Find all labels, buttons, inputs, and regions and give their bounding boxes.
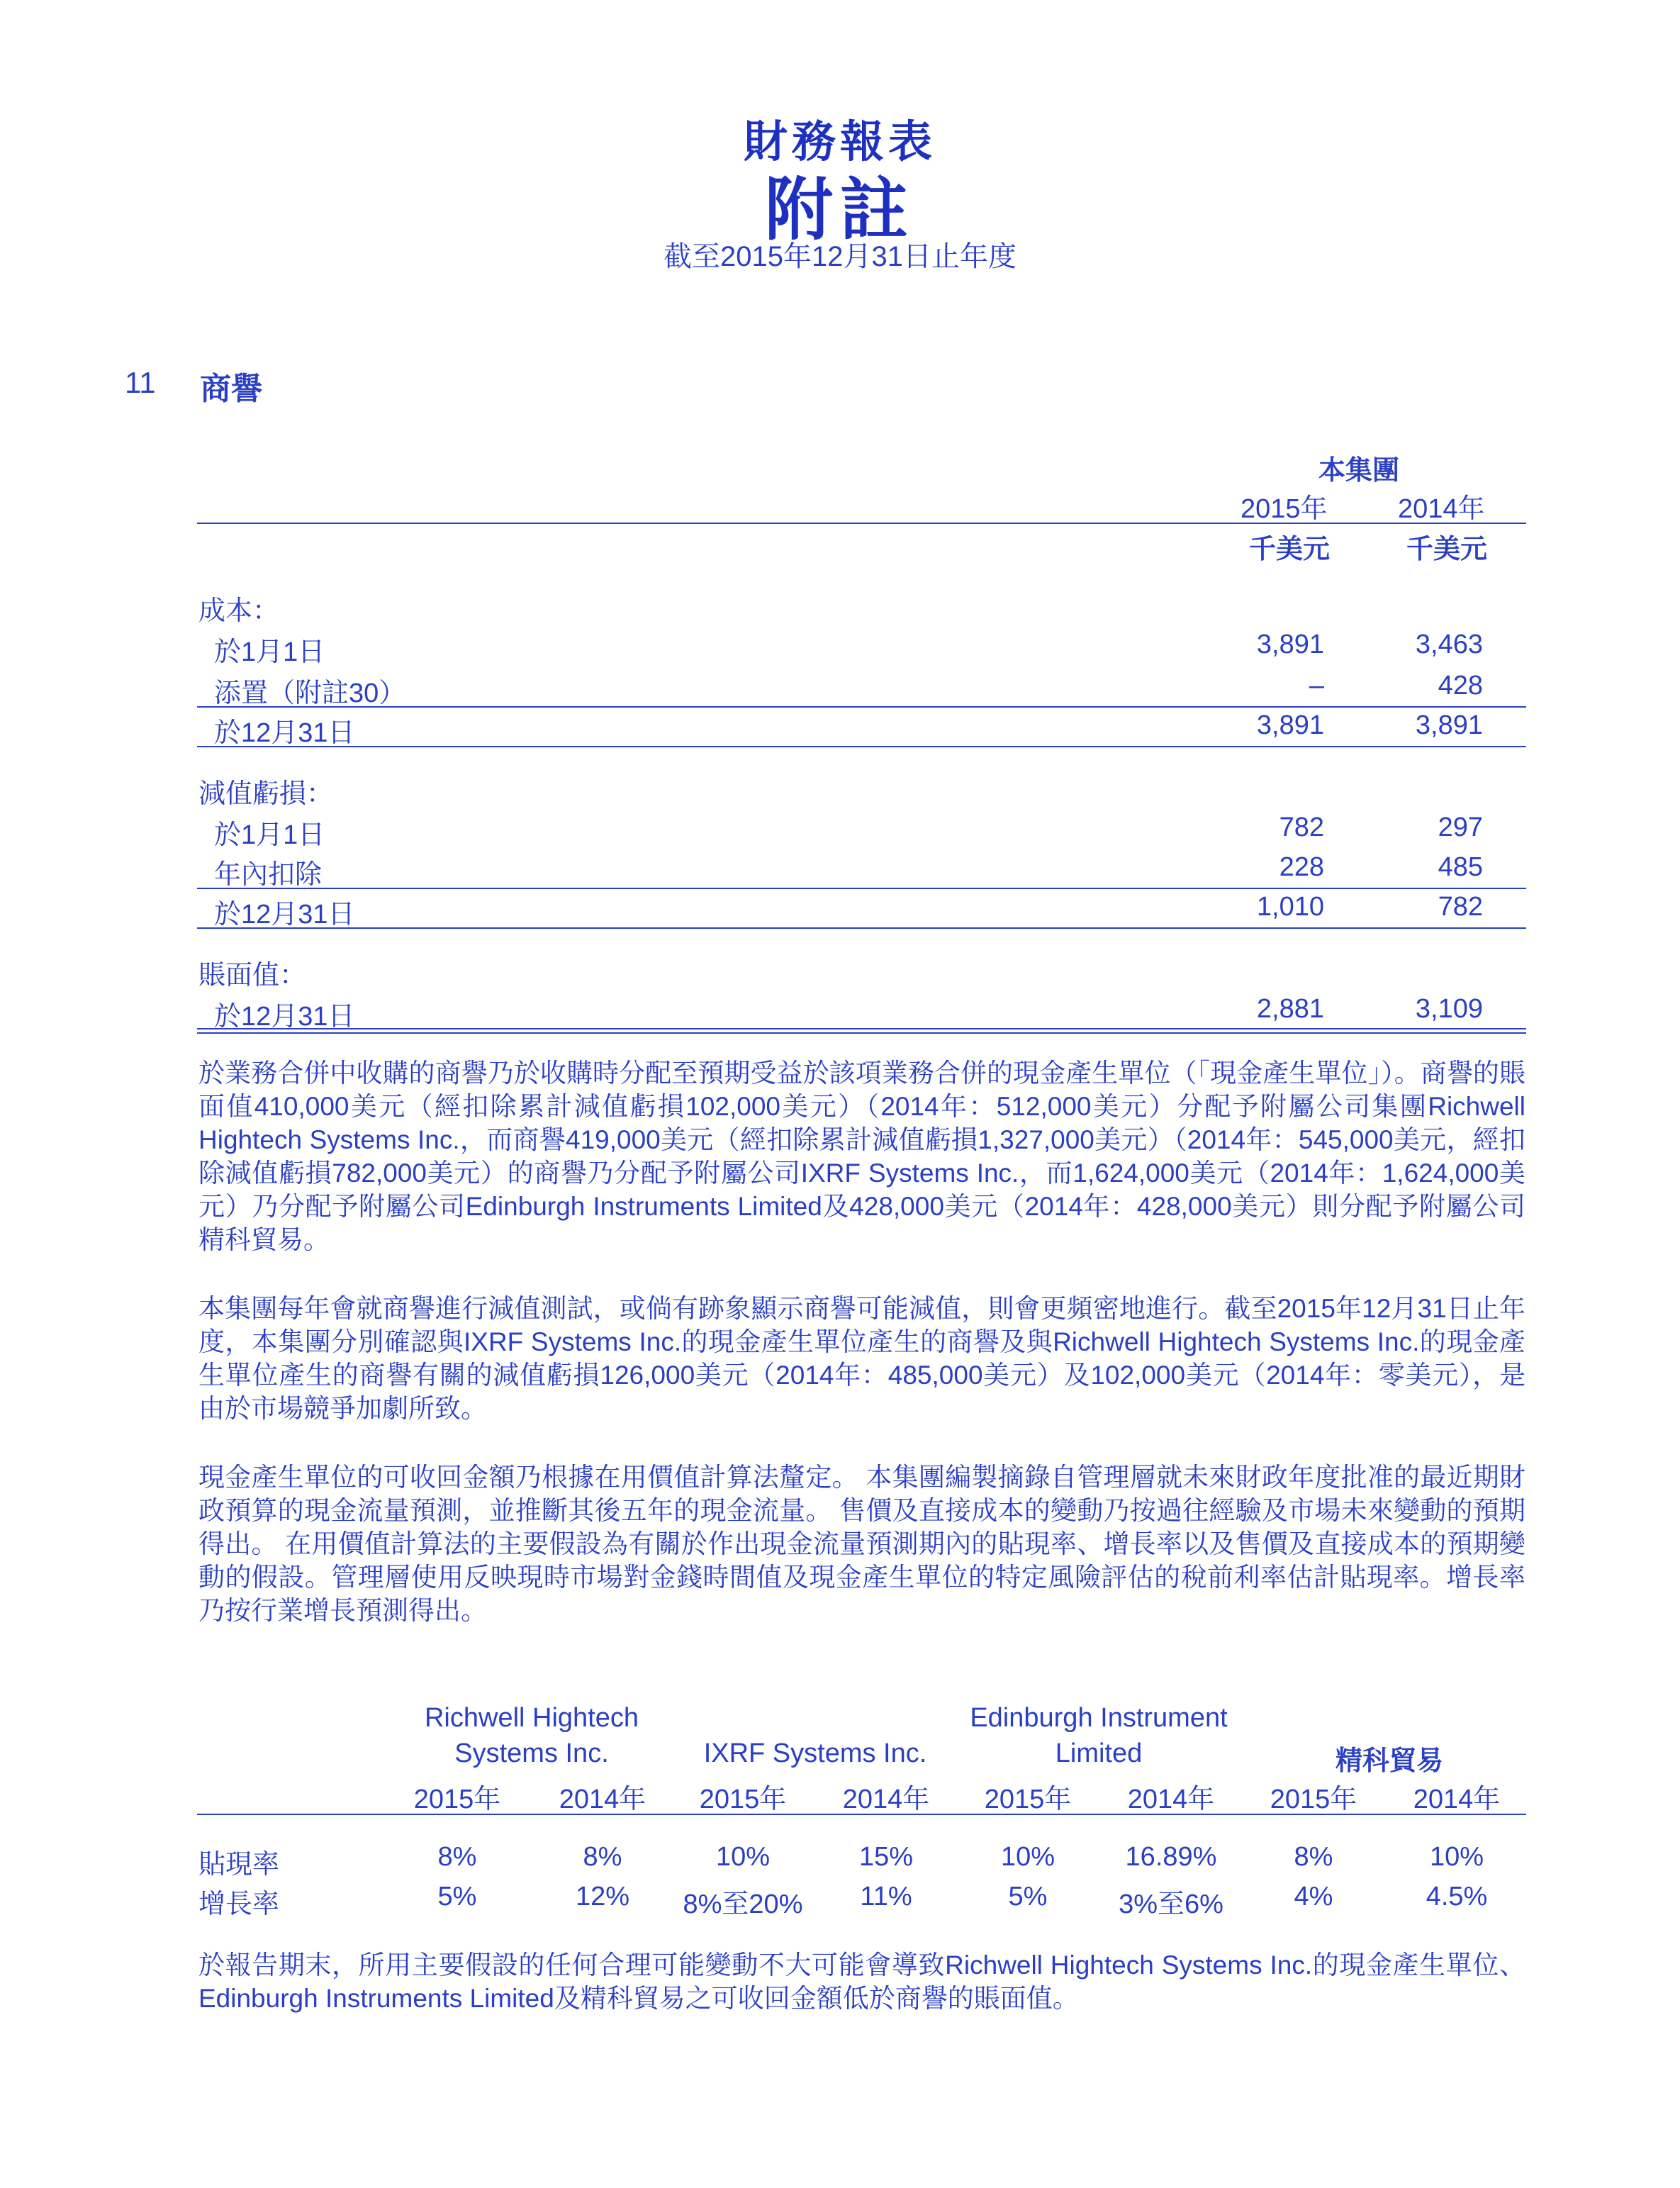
impairment-row-label: 於12月31日 — [214, 900, 355, 930]
assumption-value: 12% — [575, 1882, 630, 1911]
subtotal-rule — [197, 888, 1526, 889]
year-header: 2015年 — [1270, 1785, 1357, 1814]
impairment-row-label: 於1月1日 — [214, 820, 325, 850]
paragraph-impairment-test: 本集團每年會就商譽進行減值測試，或倘有跡象顯示商譽可能減值，則會更頻密地進行。截至2015年12月31日止年度，本集團分別確認與IXRF Systems Inc.的現金產生單位產生的商譽及與Richwell Hightech Systems Inc.的現金產生單位產生的商譽有關的減值虧損126,000美元（2014年：485,000美元）及102,000美元（2014年：零美元），是由於市場競爭加劇所致。 — [198, 1294, 1525, 1423]
assumption-label: 增長率 — [198, 1890, 280, 1919]
year-header: 2015年 — [413, 1785, 501, 1814]
assumption-value: 10% — [1000, 1842, 1055, 1872]
total-rule — [197, 746, 1526, 747]
year-2015-header: 2015年 — [1241, 494, 1328, 524]
assumption-value: 8% — [437, 1842, 477, 1872]
report-period: 截至2015年12月31日止年度 — [663, 241, 1017, 272]
assumption-value: 15% — [858, 1842, 914, 1872]
cgu-name-line1: Edinburgh Instrument — [970, 1703, 1228, 1733]
cost-row-2014: 428 — [1438, 671, 1483, 701]
paragraph-allocation: 於業務合併中收購的商譽乃於收購時分配至預期受益於該項業務合併的現金產生單位（「現金產生單位」）。商譽的賬面值410,000美元（經扣除累計減值虧損102,000美元）（2014年：512,000美元）分配予附屬公司集團Richwell Hightech Systems Inc.，而商譽419,000美元（經扣除累計減值虧損1,327,000美元）（2014年：545,000美元，經扣除減值虧損782,000美元）的商譽乃分配予附屬公司IXRF Systems Inc.，而1,624,000美元（2014年：1,624,000美元）乃分配予附屬公司Edinburgh Instruments Limited及428,000美元（2014年：428,000美元）則分配予附屬公司精科貿易。 — [198, 1059, 1525, 1254]
year-header: 2014年 — [1127, 1785, 1215, 1814]
cost-row-2014: 3,463 — [1415, 630, 1483, 659]
assumption-value: 5% — [437, 1882, 477, 1911]
header-rule — [197, 523, 1526, 524]
year-header: 2014年 — [1413, 1785, 1501, 1814]
year-header: 2015年 — [699, 1785, 787, 1814]
carrying-heading: 賬面值： — [198, 961, 307, 990]
cgu-name-line2: 精科貿易 — [1335, 1746, 1443, 1776]
cgu-name-line2: Systems Inc. — [454, 1738, 609, 1768]
impairment-row-label: 年內扣除 — [214, 860, 323, 890]
report-title: 財務報表 — [743, 118, 936, 167]
impairment-row-2015: 1,010 — [1256, 892, 1324, 922]
year-header: 2014年 — [842, 1785, 930, 1814]
cost-row-label: 添置（附註30） — [214, 679, 406, 708]
cost-row-2015: 3,891 — [1256, 630, 1324, 659]
report-subtitle: 附註 — [765, 172, 915, 248]
unit-2014-header: 千美元 — [1406, 535, 1488, 564]
cost-row-label: 於12月31日 — [214, 718, 355, 748]
impairment-row-2014: 782 — [1438, 892, 1483, 922]
assumption-value: 8%至20% — [683, 1890, 803, 1919]
cost-row-label: 於1月1日 — [214, 637, 325, 667]
impairment-row-2015: 782 — [1279, 813, 1324, 842]
cgu-name-line2: Limited — [1055, 1738, 1143, 1768]
assumption-value: 11% — [860, 1882, 912, 1911]
cost-row-2014: 3,891 — [1415, 710, 1483, 740]
impairment-row-2014: 485 — [1438, 852, 1483, 882]
cost-row-2015: – — [1309, 671, 1324, 701]
year-header: 2015年 — [984, 1785, 1072, 1814]
subtotal-rule — [197, 706, 1526, 708]
impairment-row-2015: 228 — [1279, 852, 1324, 882]
assumption-value: 16.89% — [1125, 1842, 1217, 1872]
assumption-value: 8% — [1294, 1842, 1333, 1872]
assumption-value: 8% — [583, 1842, 622, 1872]
cost-heading: 成本： — [198, 596, 280, 626]
impairment-heading: 減值虧損： — [198, 779, 334, 809]
paragraph-sensitivity: 於報告期末，所用主要假設的任何合理可能變動不大可能會導致Richwell Hightech Systems Inc.的現金產生單位、Edinburgh Instruments Limited及精科貿易之可收回金額低於商譽的賬面值。 — [198, 1950, 1525, 2013]
carrying-row-2014: 3,109 — [1415, 994, 1483, 1024]
cgu-name-line2: IXRF Systems Inc. — [703, 1738, 927, 1768]
assumption-value: 3%至6% — [1119, 1890, 1223, 1919]
cost-row-2015: 3,891 — [1256, 710, 1324, 740]
section-title: 商譽 — [200, 372, 262, 406]
double-rule-top — [197, 1028, 1526, 1029]
carrying-row-label: 於12月31日 — [214, 1002, 355, 1032]
year-2014-header: 2014年 — [1398, 494, 1485, 524]
assumption-value: 4% — [1294, 1882, 1333, 1911]
assumption-value: 10% — [1429, 1842, 1484, 1872]
unit-2015-header: 千美元 — [1249, 535, 1331, 564]
paragraph-recoverable-amount: 現金產生單位的可收回金額乃根據在用價值計算法釐定。 本集團編製摘錄自管理層就未來財政年度批准的最近期財政預算的現金流量預測，並推斷其後五年的現金流量。 售價及直接成本的變動乃按過往經驗及市場未來變動的預期得出。 在用價值計算法的主要假設為有關於作出現金流量預測期內的貼現率、增長率以及售價及直接成本的預期變動的假設。管理層使用反映現時市場對金錢時間值及現金產生單位的特定風險評估的稅前利率估計貼現率。增長率乃按行業增長預測得出。 — [198, 1463, 1525, 1625]
assumption-value: 5% — [1008, 1882, 1048, 1911]
assumptions-header-rule — [197, 1814, 1526, 1815]
double-rule-bottom — [197, 1032, 1526, 1034]
assumption-label: 貼現率 — [198, 1850, 280, 1880]
total-rule — [197, 927, 1526, 929]
carrying-row-2015: 2,881 — [1256, 994, 1324, 1024]
cgu-name-line1: Richwell Hightech — [424, 1703, 639, 1733]
year-header: 2014年 — [559, 1785, 646, 1814]
group-label: 本集團 — [1318, 456, 1400, 486]
section-number: 11 — [125, 366, 156, 399]
assumption-value: 10% — [715, 1842, 771, 1872]
assumption-value: 4.5% — [1426, 1882, 1488, 1911]
impairment-row-2014: 297 — [1438, 813, 1483, 842]
